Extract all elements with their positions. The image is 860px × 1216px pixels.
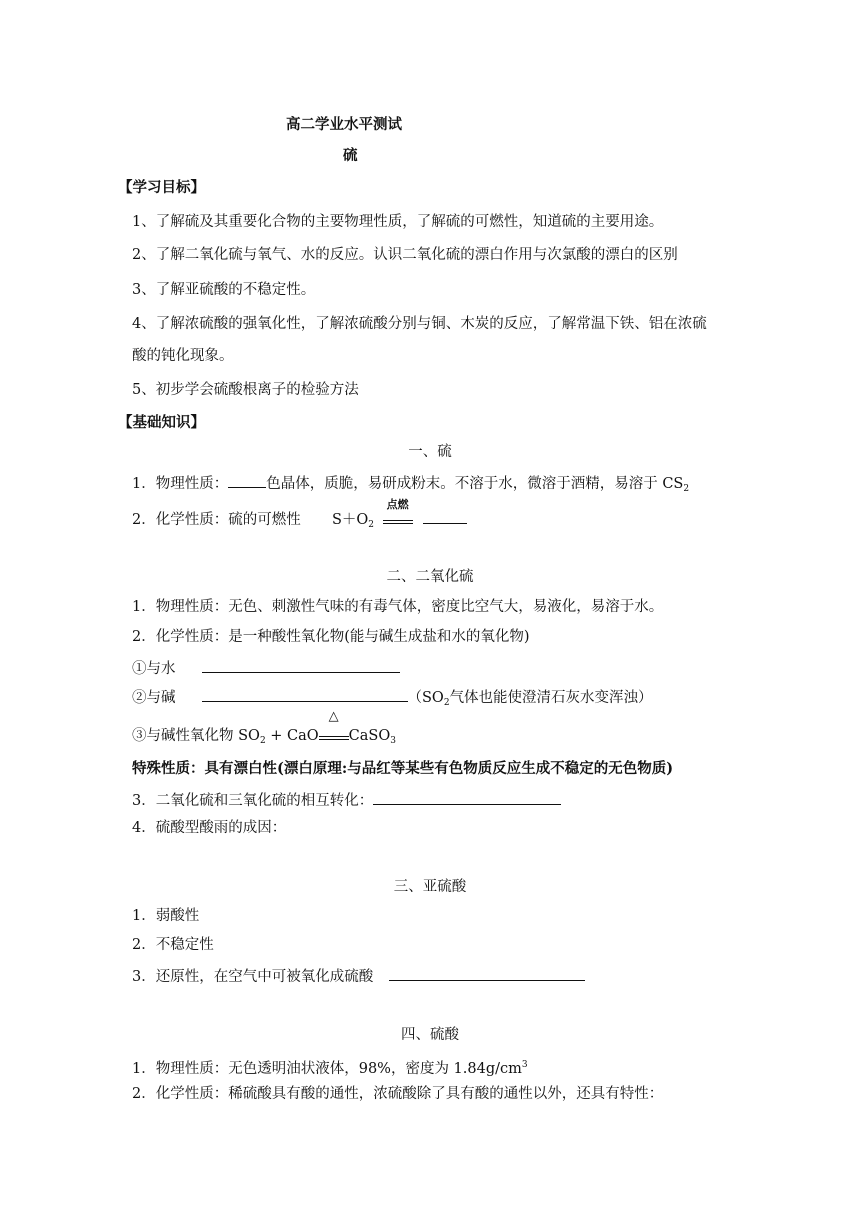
objectives-heading: 【学习目标】 <box>118 179 205 196</box>
reaction-condition-ignite <box>383 498 413 524</box>
sulfuric-acid-physical <box>132 1055 528 1079</box>
sulfuric-acid-chemical: 2．化学性质：稀硫酸具有酸的通性，浓硫酸除了具有酸的通性以外，还具有特性： <box>132 1086 664 1102</box>
so2-with-water <box>132 657 400 679</box>
sulfurous-acid-reducing <box>132 965 585 987</box>
so2-base-label: ②与碱 <box>132 690 176 706</box>
objective-item: 2、了解二氧化硫与氧气、水的反应。认识二氧化硫的漂白作用与次氯酸的漂白的区别 <box>132 247 678 263</box>
sulfur-chemical-label: 2．化学性质：硫的可燃性 <box>132 512 301 528</box>
sulfurous-acid-item: 1．弱酸性 <box>132 908 200 924</box>
sulfuric-physical-text: 1．物理性质：无色透明油状液体，98%，密度为 1.84g/cm <box>132 1061 522 1077</box>
subscript: 2 <box>683 484 690 494</box>
so2-special-property: 特殊性质：具有漂白性(漂白原理:与品红等某些有色物质反应生成不稳定的无色物质) <box>132 760 674 777</box>
condition-label: 点燃 <box>386 498 409 511</box>
so2-base-note: （SO <box>407 690 444 706</box>
section-heading-sulfur: 一、硫 <box>408 444 452 460</box>
answer-blank[interactable] <box>202 686 408 702</box>
reducing-label: 3．还原性，在空气中可被氧化成硫酸 <box>132 969 374 985</box>
so2-conversion-label: 3．二氧化硫和三氧化硫的相互转化： <box>132 793 374 809</box>
heat-triangle-icon: △ <box>328 709 339 724</box>
basics-heading: 【基础知识】 <box>118 414 205 431</box>
subscript: 2 <box>443 698 450 708</box>
sulfur-physical-text: 色晶体，质脆，易研成粉末。不溶于水，微溶于酒精，易溶于 CS <box>266 476 684 492</box>
reaction-condition-heat <box>319 709 349 740</box>
so2-with-base <box>132 686 653 713</box>
page-title: 高二学业水平测试 <box>286 116 402 133</box>
subscript: 2 <box>259 736 266 746</box>
so2-oxide-label: ③与碱性氧化物 SO <box>132 728 260 744</box>
sulfur-chemical <box>132 498 467 535</box>
page-subtitle: 硫 <box>343 147 358 164</box>
objective-item: 酸的钝化现象。 <box>132 348 234 364</box>
so2-base-note-rest: 气体也能使澄清石灰水变浑浊） <box>449 690 653 706</box>
section-heading-so2: 二、二氧化硫 <box>386 569 474 585</box>
so2-chemical: 2．化学性质：是一种酸性氧化物(能与碱生成盐和水的氧化物) <box>132 629 530 645</box>
answer-blank[interactable] <box>423 508 467 524</box>
subscript: 3 <box>390 736 396 746</box>
answer-blank[interactable] <box>202 657 400 673</box>
objective-item: 3、了解亚硫酸的不稳定性。 <box>132 282 316 298</box>
so2-physical: 1．物理性质：无色、刺激性气味的有毒气体，密度比空气大，易液化，易溶于水。 <box>132 599 664 615</box>
so2-conversion <box>132 789 561 811</box>
objective-item: 4、了解浓硫酸的强氧化性，了解浓硫酸分别与铜、木炭的反应，了解常温下铁、铝在浓硫 <box>132 316 707 332</box>
section-heading-sulfuric-acid: 四、硫酸 <box>401 1027 459 1043</box>
superscript: 3 <box>521 1060 528 1070</box>
sulfur-physical-label: 1．物理性质： <box>132 476 229 492</box>
answer-blank[interactable] <box>228 472 266 488</box>
so2-oxide-product: CaSO <box>348 728 391 744</box>
answer-blank[interactable] <box>389 965 585 981</box>
so2-water-label: ①与水 <box>132 661 176 677</box>
objective-item: 5、初步学会硫酸根离子的检验方法 <box>132 382 359 398</box>
sulfur-physical <box>132 472 689 499</box>
so2-oxide-reactant: + CaO <box>265 728 319 744</box>
so2-with-basic-oxide <box>132 709 396 751</box>
subscript: 2 <box>368 520 375 530</box>
section-heading-sulfurous-acid: 三、亚硫酸 <box>393 879 467 895</box>
acid-rain: 4．硫酸型酸雨的成因： <box>132 820 287 836</box>
sulfurous-acid-item: 2．不稳定性 <box>132 937 214 953</box>
sulfur-equation: S＋O <box>331 512 369 528</box>
objective-item: 1、了解硫及其重要化合物的主要物理性质，了解硫的可燃性，知道硫的主要用途。 <box>132 214 664 230</box>
answer-blank[interactable] <box>373 789 561 805</box>
